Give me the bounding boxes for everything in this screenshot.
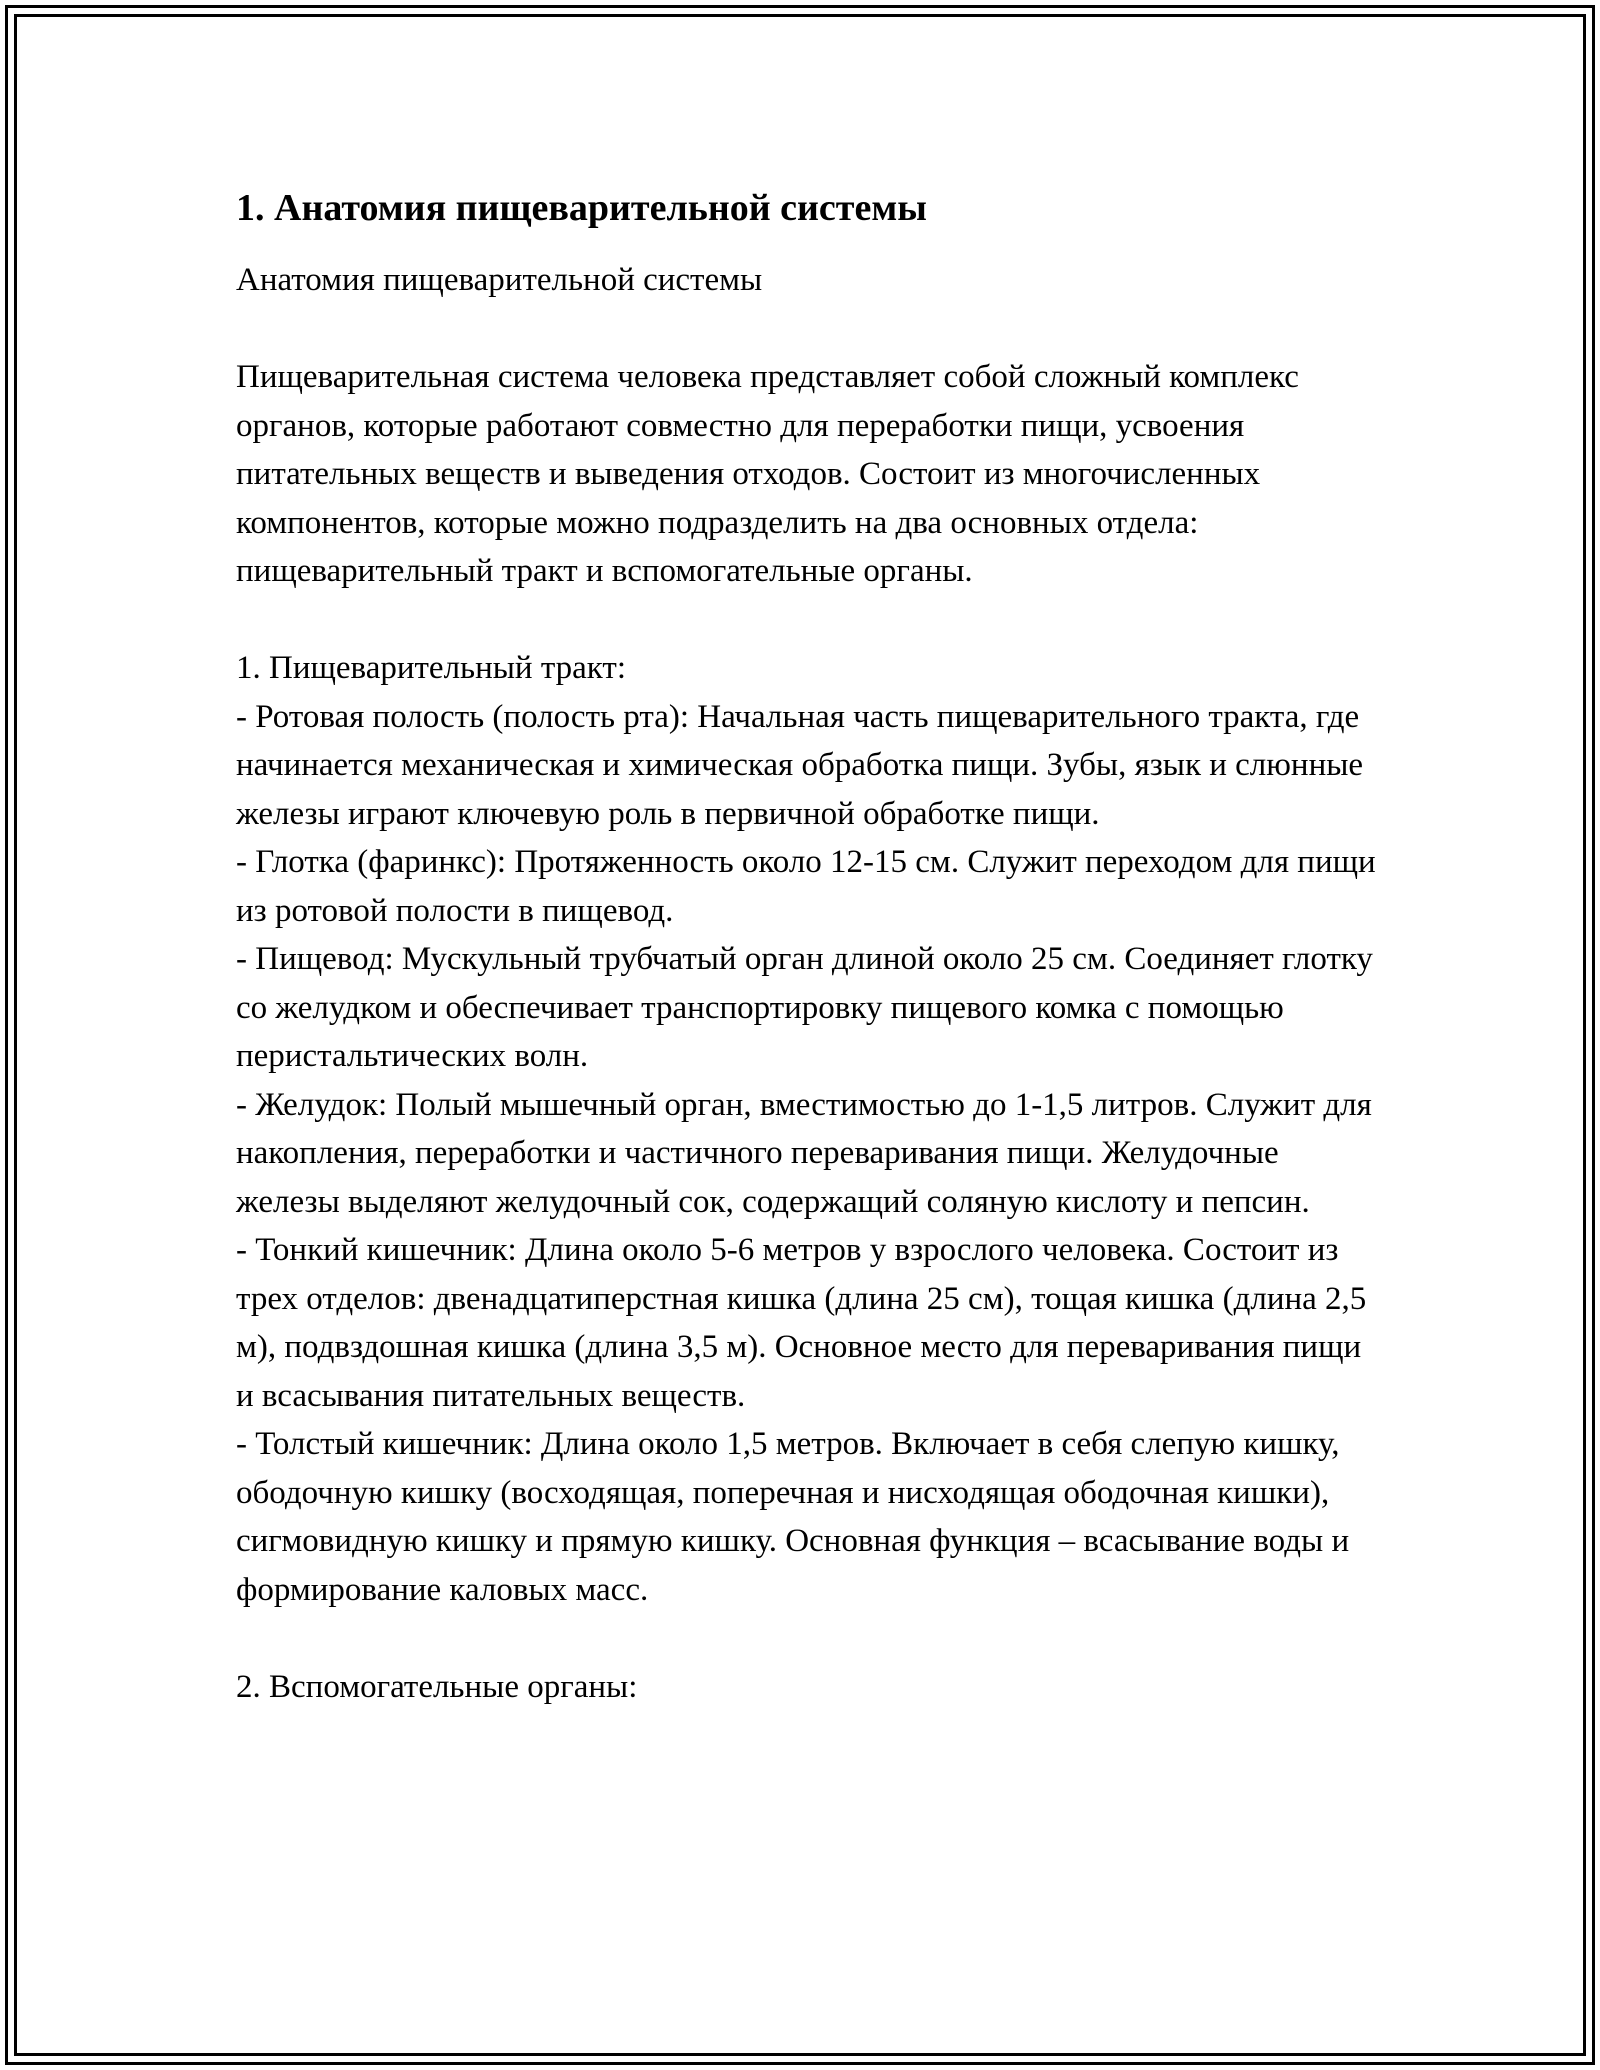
intro-paragraph: Пищеварительная система человека представляет собой сложный комплекс органов, которые работают совместно для переработки пищи, усвоения питательных веществ и выведения отходов. Состоит из многочисленных компонентов, которые можно подразделить на два основных отдела: пищеварительный тракт и вспомогательные органы.	[236, 359, 1299, 589]
list-item-small-intestine: - Тонкий кишечник: Длина около 5-6 метров у взрослого человека. Состоит из трех отделов: двенадцатиперстная кишка (длина 25 см), тощая кишка (длина 2,5 м), подвздошная кишка (длина 3,5 м). Основное место для переваривания пищи и всасывания питательных веществ.	[236, 1232, 1367, 1414]
list-item-esophagus: - Пищевод: Мускульный трубчатый орган длиной около 25 см. Соединяет глотку со желудком и обеспечивает транспортировку пищевого комка с помощью перистальтических волн.	[236, 941, 1373, 1074]
section-gap	[236, 1614, 1376, 1663]
list-item-large-intestine: - Толстый кишечник: Длина около 1,5 метров. Включает в себя слепую кишку, ободочную кишку (восходящая, поперечная и нисходящая ободочная кишки), сигмовидную кишку и прямую кишку. Основная функция – всасывание воды и формирование каловых масс.	[236, 1426, 1350, 1608]
document-subtitle: Анатомия пищеварительной системы	[236, 262, 763, 298]
list-item-pharynx: - Глотка (фаринкс): Протяженность около 12-15 см. Служит переходом для пищи из ротовой полости в пищевод.	[236, 844, 1376, 929]
list-item-stomach: - Желудок: Полый мышечный орган, вместимостью до 1-1,5 литров. Служит для накопления, переработки и частичного переваривания пищи. Желудочные железы выделяют желудочный сок, содержащий соляную кислоту и пепсин.	[236, 1086, 1372, 1220]
list-item-mouth: - Ротовая полость (полость рта): Начальная часть пищеварительного тракта, где начинается механическая и химическая обработка пищи. Зубы, язык и слюнные железы играют ключевую роль в первичной обработке пищи.	[236, 698, 1364, 832]
section-digestive-tract	[236, 644, 1376, 1614]
section-title-accessory-organs: 2. Вспомогательные органы:	[236, 1668, 638, 1705]
document-page	[236, 184, 1376, 1711]
document-heading: 1. Анатомия пищеварительной системы	[236, 187, 927, 229]
section-title-digestive-tract: 1. Пищеварительный тракт:	[236, 650, 626, 686]
